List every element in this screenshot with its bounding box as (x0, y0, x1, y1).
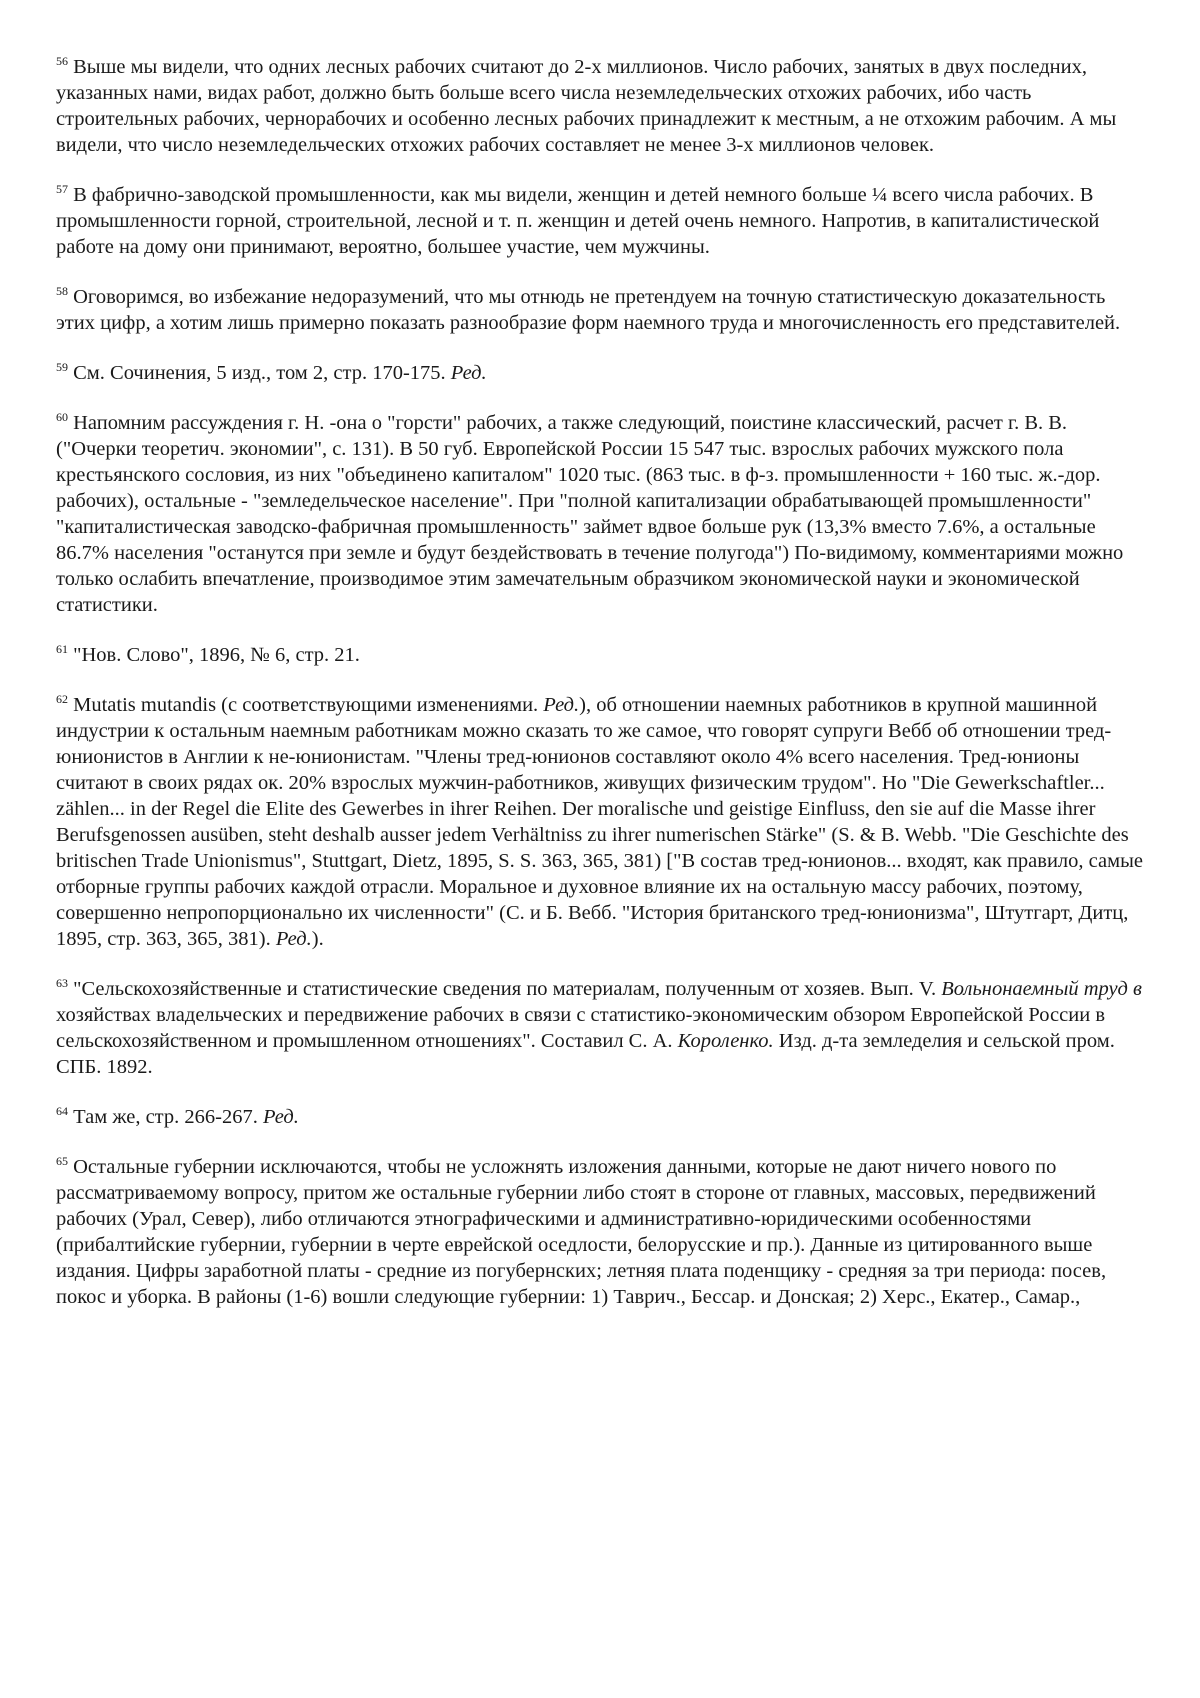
footnote-number: 64 (56, 1104, 68, 1119)
footnote-64 (56, 1104, 1145, 1130)
footnote-63 (56, 976, 1145, 1080)
footnote-number: 63 (56, 976, 68, 991)
footnote-text: хозяйствах владельческих и передвижение рабочих в связи с статистико-экономическим обзором Европейской России в сельскохозяйственном и промышленном отношениях". Составил С. А. (56, 1004, 1105, 1052)
footnote-56 (56, 54, 1145, 158)
italic-author: Короленко. (677, 1030, 774, 1052)
footnote-number: 59 (56, 360, 68, 375)
footnote-62 (56, 692, 1145, 952)
footnote-text: Изд. д-та земледелия и сельской пром. СПБ. 1892. (56, 1030, 1115, 1078)
italic-title: Вольнонаемный труд в (941, 978, 1142, 1000)
footnote-text: См. Сочинения, 5 изд., том 2, стр. 170-175. (68, 362, 451, 384)
footnote-59 (56, 360, 1145, 386)
footnote-60 (56, 410, 1145, 618)
editor-note: Ред. (262, 1106, 299, 1128)
editor-note: Ред. (543, 694, 580, 716)
footnote-text: В фабрично-заводской промышленности, как мы видели, женщин и детей немного больше ¼ всего числа рабочих. В промышленности горной, строительной, лесной и т. п. женщин и детей очень немного. Напротив, в капиталистической работе на дому они принимают, вероятно, большее участие, чем мужчины. (56, 184, 1100, 258)
footnote-text: "Нов. Слово", 1896, № 6, стр. 21. (68, 644, 360, 666)
footnote-number: 56 (56, 54, 68, 69)
footnote-text: "Сельскохозяйственные и статистические сведения по материалам, полученным от хозяев. Вып. V. (68, 978, 942, 1000)
footnote-65 (56, 1154, 1145, 1310)
footnote-61 (56, 642, 1145, 668)
footnote-number: 60 (56, 410, 68, 425)
footnote-text: Остальные губернии исключаются, чтобы не усложнять изложения данными, которые не дают ничего нового по рассматриваемому вопросу, притом же остальные губернии либо стоят в стороне от главных, массовых, передвижений рабочих (Урал, Север), либо отличаются этнографическими и административно-юридическими особенностями (прибалтийские губернии, губернии в черте еврейской оседлости, белорусские и пр.). Данные из цитированного выше издания. Цифры заработной платы - средние из погубернских; летняя плата поденщику - средняя за три периода: посев, покос и уборка. В районы (1-6) вошли следующие губернии: 1) Таврич., Бессар. и Донская; 2) Херс., Екатер., Самар., (56, 1156, 1107, 1308)
footnote-text: Оговоримся, во избежание недоразумений, что мы отнюдь не претендуем на точную статистическую доказательность этих цифр, а хотим лишь примерно показать разнообразие форм наемного труда и многочисленность его представителей. (56, 286, 1121, 334)
footnote-number: 65 (56, 1154, 68, 1169)
footnote-text: Выше мы видели, что одних лесных рабочих считают до 2-х миллионов. Число рабочих, занятых в двух последних, указанных нами, видах работ, должно быть больше всего числа неземледельческих отхожих рабочих, ибо часть строительных рабочих, чернорабочих и особенно лесных рабочих принадлежит к местным, а не отхожим рабочим. А мы видели, что число неземледельческих отхожих рабочих составляет не менее 3-х миллионов человек. (56, 56, 1117, 156)
editor-note: Ред. (275, 928, 312, 950)
footnote-text: ), об отношении наемных работников в крупной машинной индустрии к остальным наемным работникам можно сказать то же самое, что говорят супруги Вебб об отношении тред-юнионистов в Англии к не-юнионистам. "Члены тред-юнионов составляют около 4% всего населения. Тред-юнионы считают в своих рядах ок. 20% взрослых мужчин-работников, живущих физическим трудом". Но "Die Gewerkschaftler... zählen... in der Regel die Elite des Gewerbes in ihrer Reihen. Der moralische und geistige Einfluss, den sie auf die Masse ihrer Berufsgenossen ausüben, steht deshalb ausser jedem Verhältniss zu ihrer numerischen Stärke" (S. & B. Webb. "Die Geschichte des britischen Trade Unionismus", Stuttgart, Dietz, 1895, S. S. 363, 365, 381) ["В состав тред-юнионов... входят, как правило, самые отборные группы рабочих каждой отрасли. Моральное и духовное влияние их на остальную массу рабочих, поэтому, совершенно непропорционально их численности" (С. и Б. Вебб. "История британского тред-юнионизма", Штутгарт, Дитц, 1895, стр. 363, 365, 381). (56, 694, 1143, 950)
footnote-number: 62 (56, 692, 68, 707)
footnote-text: ). (311, 928, 324, 950)
footnote-text: Там же, стр. 266-267. (68, 1106, 263, 1128)
footnote-number: 58 (56, 284, 68, 299)
footnote-text: Mutatis mutandis (с соответствующими изменениями. (68, 694, 544, 716)
footnote-58 (56, 284, 1145, 336)
footnote-text: Напомним рассуждения г. Н. -она о "горсти" рабочих, а также следующий, поистине классический, расчет г. В. В. ("Очерки теоретич. экономии", с. 131). В 50 губ. Европейской России 15 547 тыс. взрослых рабочих мужского пола крестьянского сословия, из них "объединено капиталом" 1020 тыс. (863 тыс. в ф-з. промышленности + 160 тыс. ж.-дор. рабочих), остальные - "земледельческое население". При "полной капитализации обрабатывающей промышленности" "капиталистическая заводско-фабричная промышленность" займет вдвое больше рук (13,3% вместо 7.6%, а остальные 86.7% населения "останутся при земле и будут бездействовать в течение полугода") По-видимому, комментариями можно только ослабить впечатление, производимое этим замечательным образчиком экономической науки и экономической статистики. (56, 412, 1124, 616)
footnote-number: 57 (56, 182, 68, 197)
footnote-57 (56, 182, 1145, 260)
footnote-number: 61 (56, 642, 68, 657)
editor-note: Ред. (450, 362, 487, 384)
